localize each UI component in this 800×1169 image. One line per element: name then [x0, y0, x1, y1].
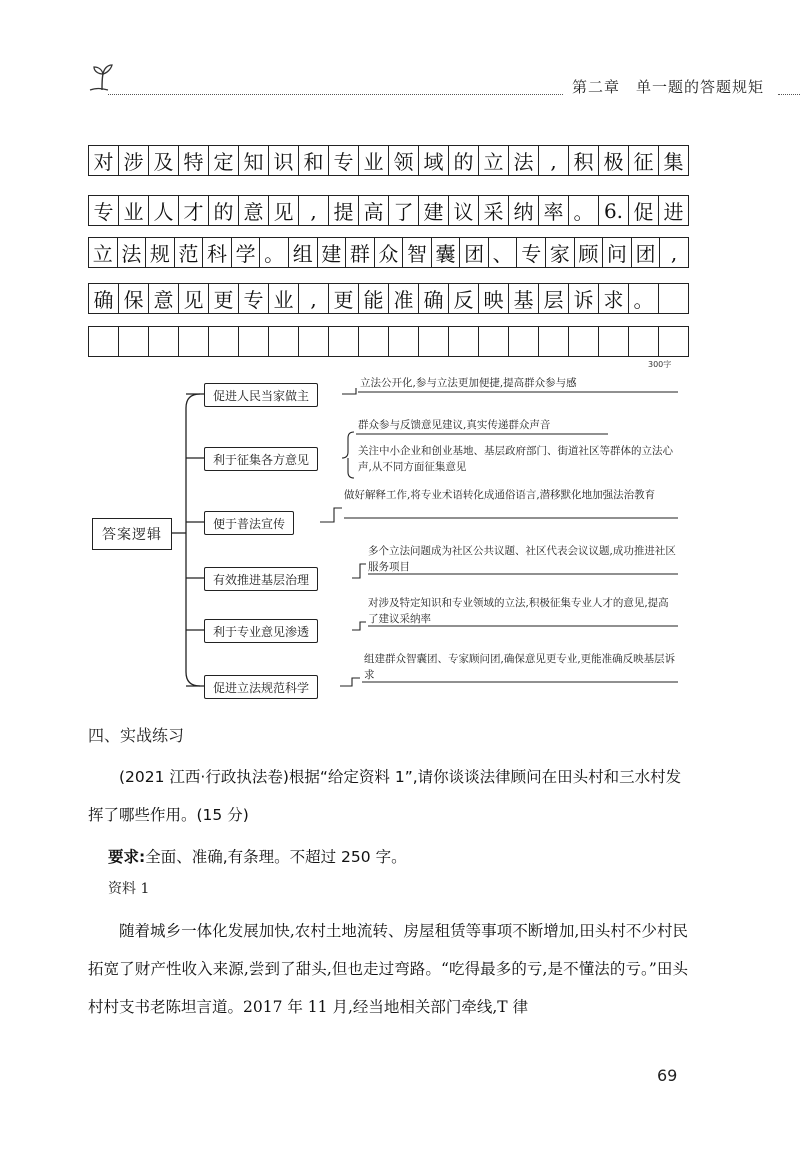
- grid-cell: 的: [209, 196, 239, 226]
- grid-cell: [89, 327, 119, 357]
- grid-cell: 征: [629, 146, 659, 176]
- grid-cell: 高: [359, 196, 389, 226]
- grid-cell: 立: [479, 146, 509, 176]
- grid-cell: 求: [599, 284, 629, 314]
- grid-cell: [449, 327, 479, 357]
- grid-row: [88, 237, 689, 268]
- grid-cell: [629, 327, 659, 357]
- grid-cell: [329, 327, 359, 357]
- grid-cell: [569, 327, 599, 357]
- grid-cell: 域: [419, 146, 449, 176]
- grid-cell: 确: [89, 284, 119, 314]
- grid-cell: 识: [269, 146, 299, 176]
- grid-cell: 和: [299, 146, 329, 176]
- question-text: (2021 江西·行政执法卷)根据“给定资料 1”,请你谈谈法律顾问在田头村和三水村发挥了哪些作用。(15 分): [88, 768, 682, 824]
- grid-cell: 学: [232, 238, 261, 268]
- grid-cell: 业: [359, 146, 389, 176]
- grid-cell: ,: [299, 196, 329, 226]
- branch-5-note: 对涉及特定知识和专业领域的立法,积极征集专业人才的意见,提高了建议采纳率: [368, 597, 669, 625]
- branch-2-note-2: 关注中小企业和创业基地、基层政府部门、街道社区等群体的立法心声,从不同方面征集意见: [358, 445, 673, 473]
- grid-cell: 定: [209, 146, 239, 176]
- grid-cell: 规: [146, 238, 175, 268]
- branch-4-note: 多个立法问题成为社区公共议题、社区代表会议议题,成功推进社区服务项目: [368, 545, 676, 573]
- grid-cell: 涉: [119, 146, 149, 176]
- grid-cell: 专: [517, 238, 546, 268]
- requirement: [108, 838, 688, 876]
- branch-1-note: 立法公开化,参与立法更加便捷,提高群众参与感: [360, 377, 577, 389]
- branch-5: 利于专业意见渗透: [204, 619, 318, 643]
- note-connector-6: [340, 678, 360, 686]
- grid-cell: 了: [389, 196, 419, 226]
- grid-cell: 纳: [509, 196, 539, 226]
- grid-cell: 业: [269, 284, 299, 314]
- grid-cell: 法: [509, 146, 539, 176]
- grid-cell: 立: [89, 238, 118, 268]
- section-title: 四、实战练习: [88, 726, 185, 745]
- branch-1: 促进人民当家做主: [204, 383, 318, 407]
- grid-cell: 特: [179, 146, 209, 176]
- grid-cell: 反: [449, 284, 479, 314]
- grid-cell: 基: [509, 284, 539, 314]
- grid-cell: [269, 327, 299, 357]
- grid-cell: 层: [539, 284, 569, 314]
- grid-cell: 、: [489, 238, 518, 268]
- grid-cell: 科: [203, 238, 232, 268]
- grid-cell: 集: [659, 146, 689, 176]
- trunk-line: [186, 394, 200, 686]
- grid-cell: 意: [239, 196, 269, 226]
- grid-cell: 顾: [575, 238, 604, 268]
- grid-cell: [209, 327, 239, 357]
- grid-cell: 团: [632, 238, 661, 268]
- header-rule-left: [108, 94, 563, 95]
- grid-cell: 准: [389, 284, 419, 314]
- grid-row: [88, 195, 689, 226]
- grid-cell: 。: [629, 284, 659, 314]
- grid-cell: 诉: [569, 284, 599, 314]
- grid-cell: 更: [329, 284, 359, 314]
- grid-cell: [479, 327, 509, 357]
- branch-2-note: 群众参与反馈意见建议,真实传递群众声音: [358, 419, 551, 431]
- grid-cell: 领: [389, 146, 419, 176]
- grid-cell: 组: [289, 238, 318, 268]
- grid-cell: 6.: [599, 196, 629, 226]
- grid-cell: 家: [546, 238, 575, 268]
- note-connector-3: [320, 508, 342, 522]
- grid-cell: 及: [149, 146, 179, 176]
- grid-cell: 更: [209, 284, 239, 314]
- mindmap-root: 答案逻辑: [92, 518, 172, 550]
- grid-cell: 囊: [432, 238, 461, 268]
- grid-cell: 对: [89, 146, 119, 176]
- branch-6-note: 组建群众智囊团、专家顾问团,确保意见更专业,更能准确反映基层诉求: [364, 653, 676, 681]
- grid-cell: 保: [119, 284, 149, 314]
- grid-cell: ,: [539, 146, 569, 176]
- answer-logic-mindmap: [88, 372, 688, 712]
- grid-cell: 专: [89, 196, 119, 226]
- branch-3: 便于普法宣传: [204, 511, 294, 535]
- grid-cell: [359, 327, 389, 357]
- grid-cell: 提: [329, 196, 359, 226]
- grid-cell: [179, 327, 209, 357]
- grid-cell: 建: [419, 196, 449, 226]
- grid-cell: 范: [175, 238, 204, 268]
- grid-cell: 法: [118, 238, 147, 268]
- grid-cell: 极: [599, 146, 629, 176]
- grid-cell: 群: [346, 238, 375, 268]
- grid-cell: 建: [318, 238, 347, 268]
- grid-cell: 的: [449, 146, 479, 176]
- grid-cell: 。: [569, 196, 599, 226]
- grid-row: [88, 326, 689, 357]
- grid-row: [88, 283, 689, 314]
- grid-cell: [599, 327, 629, 357]
- grid-cell: [539, 327, 569, 357]
- grid-cell: 专: [239, 284, 269, 314]
- note-connector-4: [352, 564, 366, 578]
- grid-row: [88, 145, 689, 176]
- grid-cell: 积: [569, 146, 599, 176]
- grid-cell: 议: [449, 196, 479, 226]
- header-rule-right: [778, 94, 800, 95]
- grid-cell: 业: [119, 196, 149, 226]
- note-connector-5: [352, 622, 366, 630]
- grid-cell: 率: [539, 196, 569, 226]
- grid-cell: 众: [375, 238, 404, 268]
- branch-4: 有效推进基层治理: [204, 567, 318, 591]
- grid-cell: [419, 327, 449, 357]
- grid-cell: 专: [329, 146, 359, 176]
- word-count-label: 300字: [648, 360, 672, 369]
- note-connector-1: [342, 388, 356, 394]
- grid-cell: 团: [460, 238, 489, 268]
- chapter-title: 第二章 单一题的答题规矩: [572, 78, 765, 96]
- branch-2: 利于征集各方意见: [204, 447, 318, 471]
- grid-cell: [119, 327, 149, 357]
- grid-cell: 意: [149, 284, 179, 314]
- grid-cell: [659, 327, 689, 357]
- grid-cell: 映: [479, 284, 509, 314]
- grid-cell: ,: [299, 284, 329, 314]
- branch-6: 促进立法规范科学: [204, 675, 318, 699]
- grid-cell: [389, 327, 419, 357]
- grid-cell: 智: [403, 238, 432, 268]
- grid-cell: 能: [359, 284, 389, 314]
- page-header: [88, 64, 765, 104]
- grid-cell: [299, 327, 329, 357]
- grid-cell: ,: [660, 238, 689, 268]
- grid-cell: 。: [260, 238, 289, 268]
- grid-cell: 确: [419, 284, 449, 314]
- grid-cell: 知: [239, 146, 269, 176]
- requirement-label: 要求:: [108, 848, 146, 866]
- grid-cell: [149, 327, 179, 357]
- grid-cell: 见: [179, 284, 209, 314]
- grid-cell: 进: [659, 196, 689, 226]
- grid-cell: [239, 327, 269, 357]
- note-connector-2: [342, 432, 354, 478]
- grid-cell: 促: [629, 196, 659, 226]
- material-label: 资料 1: [108, 881, 150, 897]
- grid-cell: [659, 284, 689, 314]
- material-text: 随着城乡一体化发展加快,农村土地流转、房屋租赁等事项不断增加,田头村不少村民拓宽了财产性收入来源,尝到了甜头,但也走过弯路。“吃得最多的亏,是不懂法的亏。”田头村村支书老陈坦言道。2017 年 11 月,经当地相关部门牵线,T 律: [88, 922, 688, 1016]
- grid-cell: 才: [179, 196, 209, 226]
- branch-3-note: 做好解释工作,将专业术语转化成通俗语言,潜移默化地加强法治教育: [344, 489, 656, 501]
- grid-cell: 人: [149, 196, 179, 226]
- grid-cell: 采: [479, 196, 509, 226]
- sprout-icon: [88, 64, 118, 92]
- grid-cell: 见: [269, 196, 299, 226]
- requirement-text: 全面、准确,有条理。不超过 250 字。: [145, 848, 407, 866]
- page-number: 69: [657, 1066, 678, 1085]
- grid-cell: [509, 327, 539, 357]
- grid-cell: 问: [603, 238, 632, 268]
